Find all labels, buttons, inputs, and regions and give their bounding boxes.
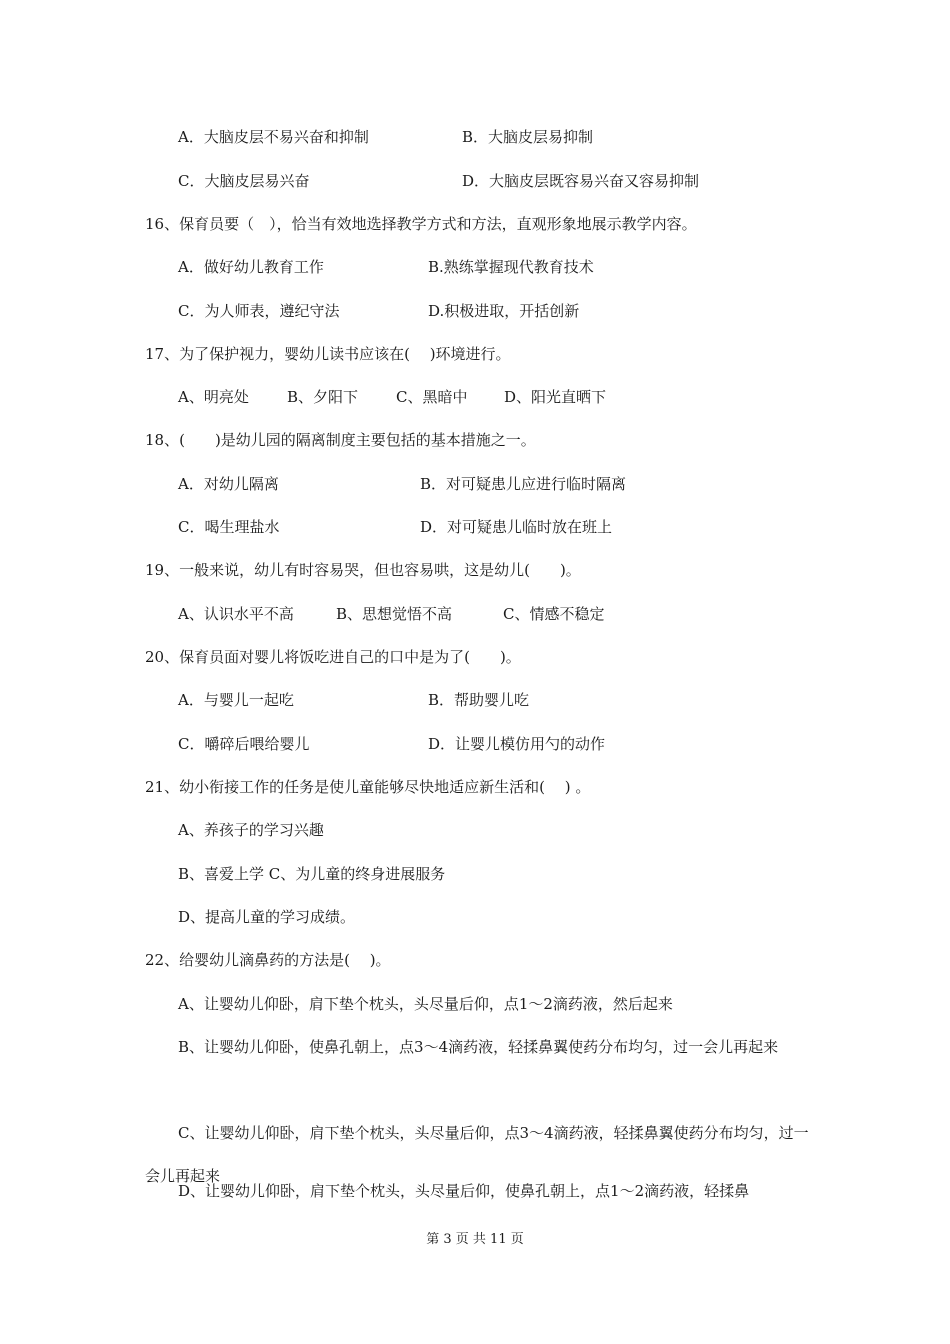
q22-option-c: C、让婴幼儿仰卧，肩下垫个枕头，头尽量后仰，点3～4滴药液，轻揉鼻翼使药分布均匀，过一会儿再起来 xyxy=(145,1124,809,1185)
q19-option-b: B、思想觉悟不高 xyxy=(336,605,453,623)
page-footer: 第 3 页 共 11 页 xyxy=(426,1232,524,1247)
q22-option-d: D、让婴幼儿仰卧，肩下垫个枕头，头尽量后仰，使鼻孔朝上，点1～2滴药液，轻揉鼻 xyxy=(178,1182,750,1200)
q19-option-c: C、情感不稳定 xyxy=(503,605,605,623)
q20-option-d: D．让婴儿模仿用勺的动作 xyxy=(428,735,606,753)
q20-option-a: A．与婴儿一起吃 xyxy=(178,691,294,709)
q16-option-c: C．为人师表，遵纪守法 xyxy=(178,302,340,320)
q18-question: 18、( )是幼儿园的隔离制度主要包括的基本措施之一。 xyxy=(145,431,536,449)
q19-option-a: A、认识水平不高 xyxy=(178,605,294,623)
q15-option-b: B．大脑皮层易抑制 xyxy=(462,128,594,146)
q17-option-b: B、夕阳下 xyxy=(287,388,359,406)
q16-option-d: D.积极进取，开括创新 xyxy=(428,302,580,320)
q15-option-c: C．大脑皮层易兴奋 xyxy=(178,172,310,190)
q17-option-c: C、黑暗中 xyxy=(396,388,468,406)
q18-option-c: C．喝生理盐水 xyxy=(178,518,280,536)
q17-option-d: D、阳光直晒下 xyxy=(504,388,607,406)
q21-option-bc: B、喜爱上学 C、为儿童的终身进展服务 xyxy=(178,865,446,883)
q22-option-a: A、让婴幼儿仰卧，肩下垫个枕头，头尽量后仰，点1～2滴药液，然后起来 xyxy=(178,995,673,1013)
q21-option-d: D、提高儿童的学习成绩。 xyxy=(178,908,356,926)
q18-option-d: D．对可疑患儿临时放在班上 xyxy=(420,518,613,536)
q20-option-b: B．帮助婴儿吃 xyxy=(428,691,530,709)
q22-option-b: B、让婴幼儿仰卧，使鼻孔朝上，点3～4滴药液，轻揉鼻翼使药分布均匀，过一会儿再起来 xyxy=(178,1038,779,1056)
q18-option-b: B．对可疑患儿应进行临时隔离 xyxy=(420,475,627,493)
q22-question: 22、给婴幼儿滴鼻药的方法是( )。 xyxy=(145,951,391,969)
q18-option-a: A．对幼儿隔离 xyxy=(178,475,279,493)
q15-option-a: A．大脑皮层不易兴奋和抑制 xyxy=(178,128,369,146)
q21-question: 21、幼小衔接工作的任务是使儿童能够尽快地适应新生活和( ) 。 xyxy=(145,778,591,796)
q16-option-a: A．做好幼儿教育工作 xyxy=(178,258,324,276)
q20-option-c: C．嚼碎后喂给婴儿 xyxy=(178,735,310,753)
q15-option-d: D．大脑皮层既容易兴奋又容易抑制 xyxy=(462,172,700,190)
q17-option-a: A、明亮处 xyxy=(178,388,249,406)
q20-question: 20、保育员面对婴儿将饭吃进自己的口中是为了( )。 xyxy=(145,648,521,666)
q16-question: 16、保育员要（ ），恰当有效地选择教学方式和方法，直观形象地展示教学内容。 xyxy=(145,215,697,233)
q17-question: 17、为了保护视力，婴幼儿读书应该在( )环境进行。 xyxy=(145,345,511,363)
q19-question: 19、一般来说，幼儿有时容易哭，但也容易哄，这是幼儿( )。 xyxy=(145,561,581,579)
q21-option-a: A、养孩子的学习兴趣 xyxy=(178,821,324,839)
q16-option-b: B.熟练掌握现代教育技术 xyxy=(428,258,594,276)
